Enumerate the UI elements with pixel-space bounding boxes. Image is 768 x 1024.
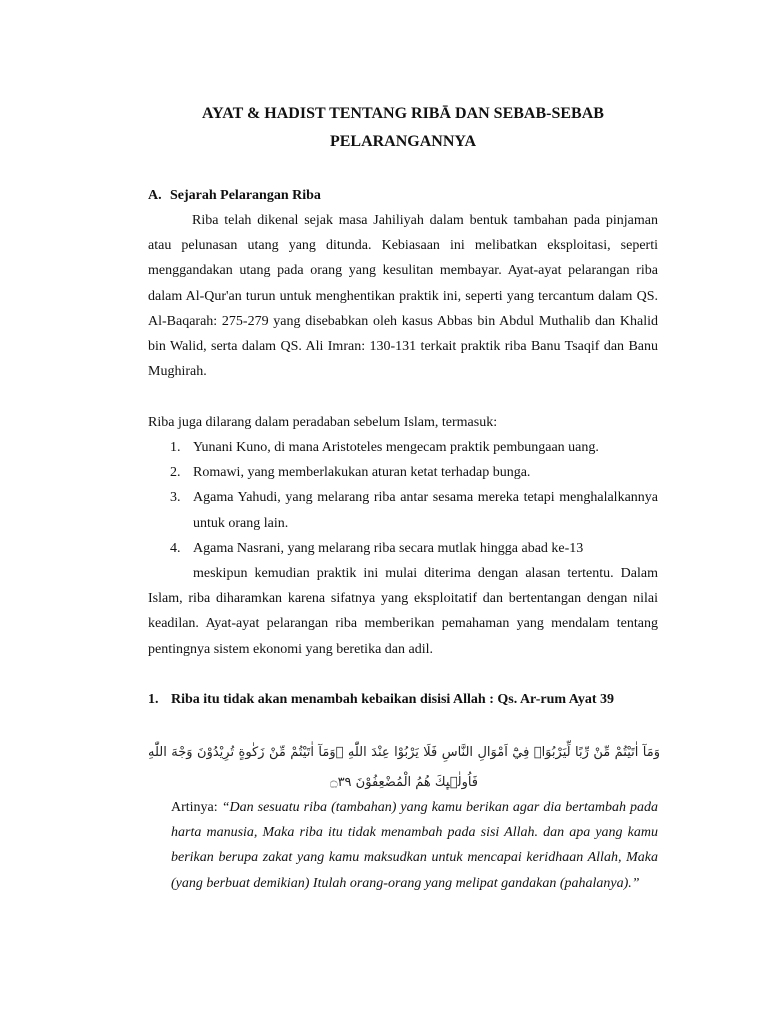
paragraph-pre-islam-intro: Riba juga dilarang dalam peradaban sebelum Islam, termasuk: <box>148 415 498 430</box>
list-number: 1. <box>170 440 181 455</box>
list-number: 2. <box>170 465 181 481</box>
list-text: Agama Nasrani, yang melarang riba secara mutlak hingga abad ke-13 <box>193 540 584 556</box>
section-heading-a <box>148 186 321 206</box>
list-item <box>148 435 658 460</box>
section-heading-text: Sejarah Pelarangan Riba <box>170 188 321 203</box>
paragraph-history: Riba telah dikenal sejak masa Jahiliyah dalam bentuk tambahan pada pinjaman atau pelunasan utang yang ditunda. Kebiasaan ini melibatkan eksploitasi, seperti menggandakan utang pada orang yang kesulitan membayar. Ayat-ayat pelarangan riba dalam Al-Qur'an turun untuk menghentikan praktik ini, seperti yang tercantum dalam QS. Al-Baqarah: 275-279 yang disebabkan oleh kasus Abbas bin Abdul Muthalib dan Khalid bin Walid, serta dalam QS. Ali Imran: 130-131 terkait praktik riba Banu Tsaqif dan Banu Mughirah. <box>148 213 658 380</box>
document-title: AYAT & HADIST TENTANG RIBĀ DAN SEBAB-SEBAB PELARANGANNYA <box>202 105 604 150</box>
list-text: Yunani Kuno, di mana Aristoteles mengecam praktik pembungaan uang. <box>193 440 599 455</box>
point-heading-text: Riba itu tidak akan menambah kebaikan disisi Allah : Qs. Ar-rum Ayat 39 <box>171 692 615 707</box>
paragraph-islam: meskipun kemudian praktik ini mulai diterima dengan alasan tertentu. Dalam Islam, riba diharamkan karena sifatnya yang eksploitatif dan bertentangan dengan nilai keadilan. Ayat-ayat pelarangan riba memberikan pemahaman yang mendalam tentang pentingnya sistem ekonomi yang beretika dan adil. <box>148 566 658 657</box>
list-item <box>148 485 658 535</box>
list-text: Romawi, yang memberlakukan aturan ketat terhadap bunga. <box>193 465 531 481</box>
list-item <box>148 536 658 561</box>
civilization-list <box>148 435 658 561</box>
arabic-verse: وَمَآ اٰتَيْتُمْ مِّنْ رِّبًا لِّيَرْبُوَا۟ فِيْٓ اَمْوَالِ النَّاسِ فَلَا يَرْبُوْا عِنْدَ اللّٰهِ ۚوَمَآ اٰتَيْتُمْ مِّنْ زَكٰوةٍ تُرِيْدُوْنَ وَجْهَ اللّٰهِ فَاُولٰۤىِٕكَ هُمُ الْمُضْعِفُوْنَ ۝٣٩ <box>148 745 660 790</box>
translation-paragraph <box>171 795 658 896</box>
point-heading-1 <box>148 687 658 712</box>
section-label: A. <box>148 188 162 203</box>
point-label: 1. <box>148 692 159 707</box>
list-number: 4. <box>170 540 181 556</box>
list-number: 3. <box>170 490 181 506</box>
translation-text: “Dan sesuatu riba (tambahan) yang kamu berikan agar dia bertambah pada harta manusia, Maka riba itu tidak menambah pada sisi Allah. dan apa yang kamu berikan berupa zakat yang kamu maksudkan untuk mencapai keridhaan Allah, Maka (yang berbuat demikian) Itulah orang-orang yang melipat gandakan (pahalanya).” <box>171 800 658 891</box>
list-item <box>148 460 658 485</box>
list-text: Agama Yahudi, yang melarang riba antar sesama mereka tetapi menghalalkannya untuk orang lain. <box>193 490 658 531</box>
translation-label: Artinya: <box>171 800 218 815</box>
